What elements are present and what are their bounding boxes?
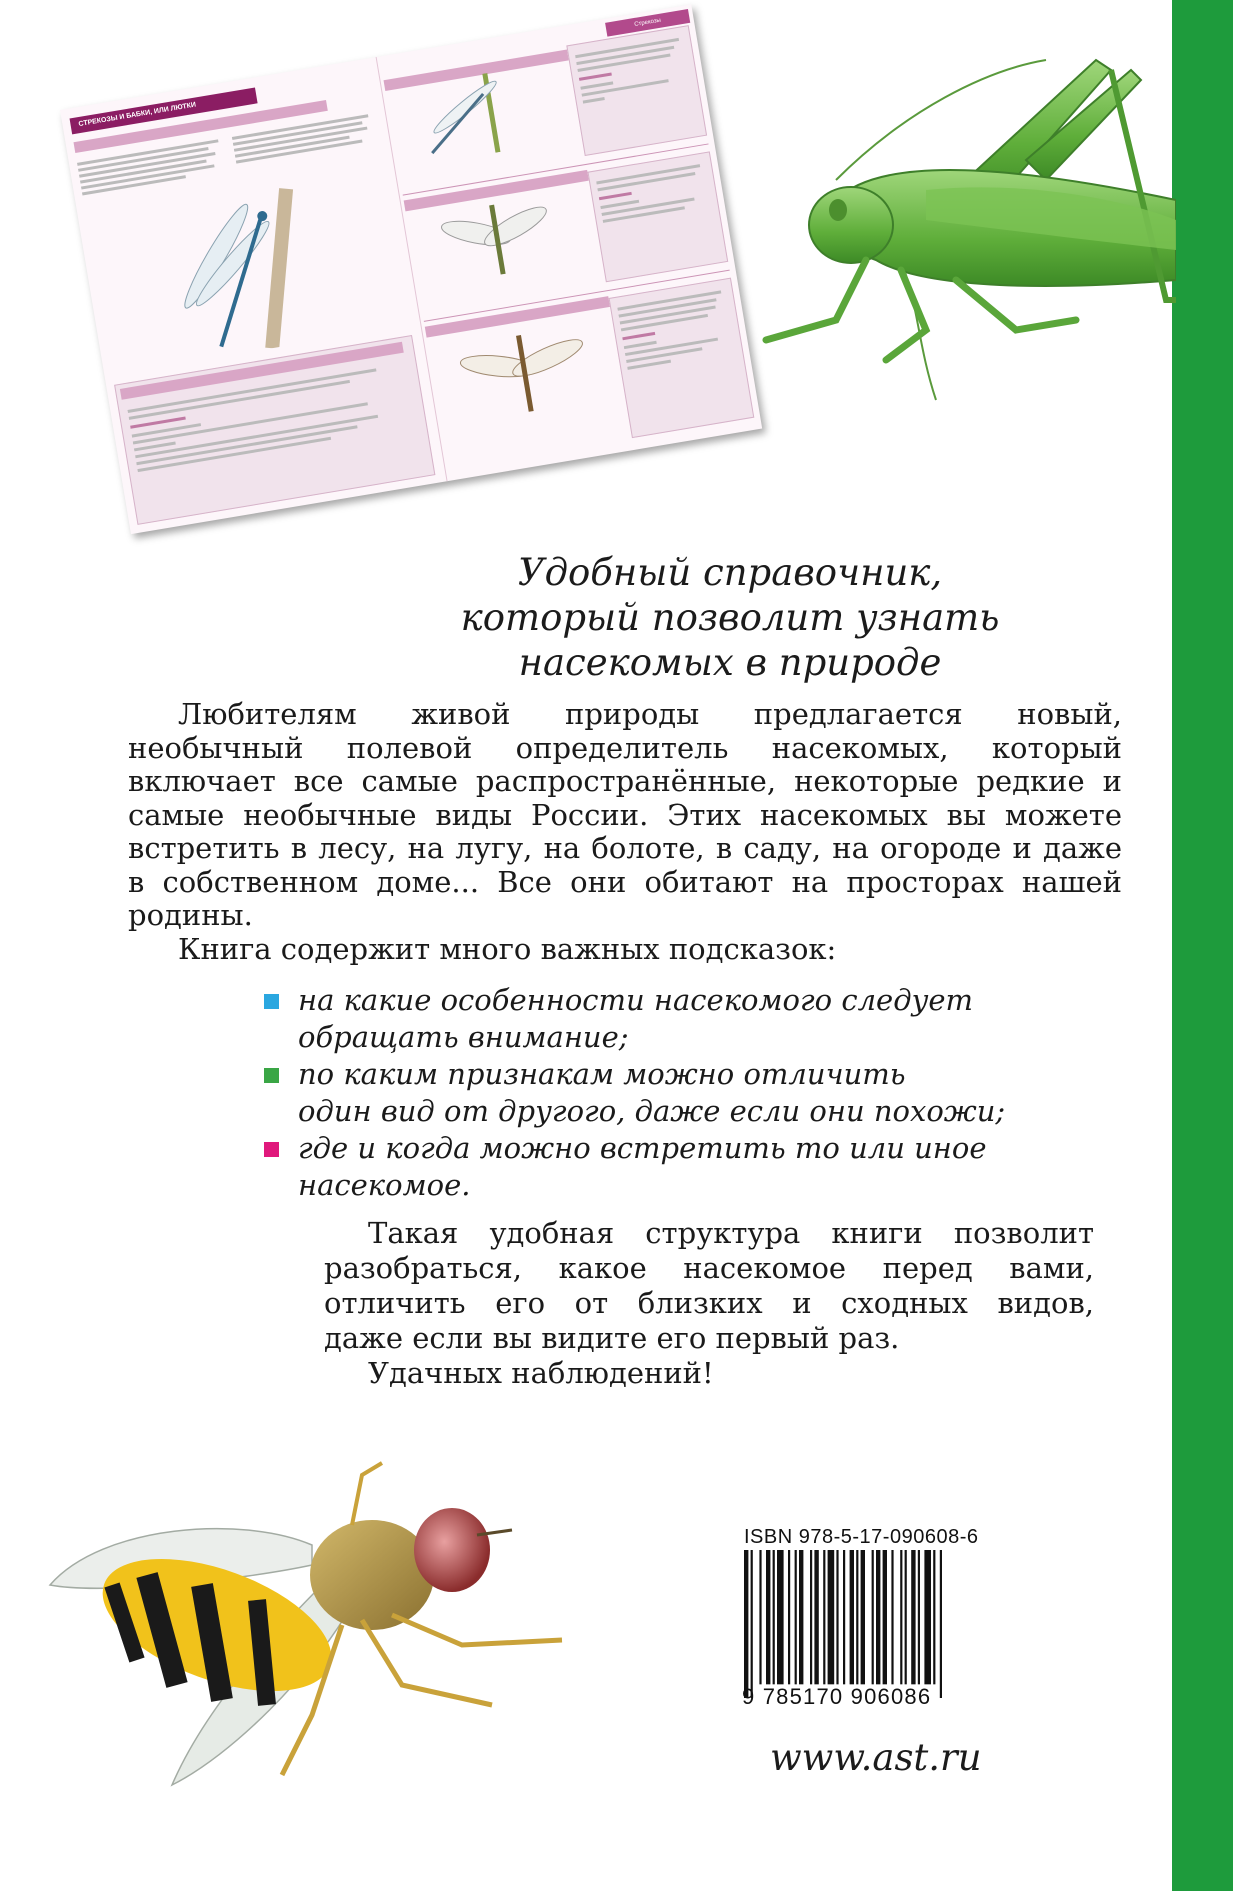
closing-text: [324, 1216, 1094, 1391]
body-line: встретить в лесу, на лугу, на болоте, в саду, на огороде и даже: [128, 832, 1122, 865]
barcode-bar: [924, 1550, 931, 1684]
hint-line: на какие особенности насекомого следует: [298, 983, 974, 1017]
barcode-bar: [883, 1550, 887, 1684]
hint-line: по каким признакам можно отличить: [298, 1057, 906, 1091]
barcode-bar: [836, 1550, 838, 1684]
barcode-bar: [876, 1550, 880, 1684]
headline-line: который позволит узнать: [460, 596, 1000, 639]
spread-header: СТРЕКОЗЫ И БАБКИ, ИЛИ ЛЮТКИ: [70, 88, 258, 135]
barcode-bar: [766, 1550, 770, 1684]
isbn-label: ISBN 978-5-17-090608-6: [744, 1526, 979, 1548]
damselfly-illustration: [137, 179, 341, 367]
side-green-strip: [1172, 0, 1233, 1891]
barcode-bar: [799, 1550, 803, 1684]
dragonfly-illustration-3: [453, 317, 596, 427]
headline-line: насекомых в природе: [518, 641, 942, 684]
barcode-bar: [940, 1550, 942, 1698]
barcode: [744, 1550, 1016, 1698]
body-line: необычный полевой определитель насекомых, который: [128, 731, 1122, 765]
barcode-bar: [777, 1550, 784, 1684]
hints-list: [260, 982, 1060, 1204]
hoverfly-illustration: [42, 1455, 602, 1795]
closing-line: отличить его от близких и сходных видов,: [324, 1286, 1094, 1320]
body-line: Любителям живой природы предлагается новый,: [178, 698, 1122, 731]
barcode-bar: [843, 1550, 845, 1684]
closing-line: даже если вы видите его первый раз.: [324, 1321, 900, 1355]
publisher-website: www.ast.ru: [770, 1736, 982, 1779]
description-text: [128, 698, 1122, 966]
blue-square-bullet-icon: [264, 994, 279, 1009]
barcode-bar: [872, 1550, 874, 1684]
hint-line: где и когда можно встретить то или иное: [298, 1131, 987, 1165]
dragonfly-illustration-2: [432, 190, 564, 289]
headline-line: Удобный справочник,: [517, 551, 943, 594]
hints-intro: Книга содержит много важных подсказок:: [178, 932, 837, 966]
headline: [420, 550, 1040, 685]
barcode-bar: [918, 1550, 920, 1684]
barcode-bar: [861, 1550, 865, 1684]
grasshopper-illustration: [726, 50, 1176, 410]
barcode-bar: [759, 1550, 761, 1684]
body-line: включает все самые распространённые, некоторые редкие и: [128, 765, 1122, 798]
barcode-bar: [788, 1550, 790, 1684]
body-line: в собственном доме... Все они обитают на просторах нашей: [128, 865, 1122, 899]
pink-square-bullet-icon: [264, 1142, 279, 1157]
barcode-bar: [891, 1550, 893, 1684]
barcode-bar: [828, 1550, 835, 1684]
hint-item: [260, 982, 1060, 1056]
barcode-bar: [795, 1550, 797, 1684]
barcode-bar: [850, 1550, 854, 1684]
barcode-bar: [744, 1550, 748, 1698]
closing-line: Такая удобная структура книги позволит: [368, 1216, 1094, 1250]
body-line: родины.: [128, 899, 253, 932]
book-spread-preview: [60, 4, 762, 534]
hint-line: обращать внимание;: [298, 1020, 629, 1054]
barcode-bar: [814, 1550, 818, 1684]
hint-item: [260, 1056, 1060, 1130]
closing-wish: Удачных наблюдений!: [368, 1356, 714, 1390]
barcode-bar: [905, 1550, 907, 1684]
spread-tab: Стрекозы: [605, 9, 690, 37]
barcode-bar: [933, 1550, 935, 1684]
barcode-bar: [751, 1550, 753, 1698]
barcode-bar: [911, 1550, 915, 1684]
hint-line: один вид от другого, даже если они похожи;: [298, 1094, 1006, 1128]
barcode-bar: [810, 1550, 812, 1684]
barcode-bar: [773, 1550, 775, 1684]
green-square-bullet-icon: [264, 1068, 279, 1083]
body-line: самые необычные виды России. Этих насекомых вы можете: [128, 798, 1122, 832]
barcode-bar: [823, 1550, 825, 1684]
barcode-bar: [900, 1550, 902, 1684]
barcode-digits: 9 785170 906086: [742, 1684, 932, 1709]
hint-line: насекомое.: [298, 1168, 471, 1202]
barcode-bar: [856, 1550, 858, 1684]
closing-line: разобраться, какое насекомое перед вами,: [324, 1251, 1094, 1285]
hint-item: [260, 1130, 1060, 1204]
